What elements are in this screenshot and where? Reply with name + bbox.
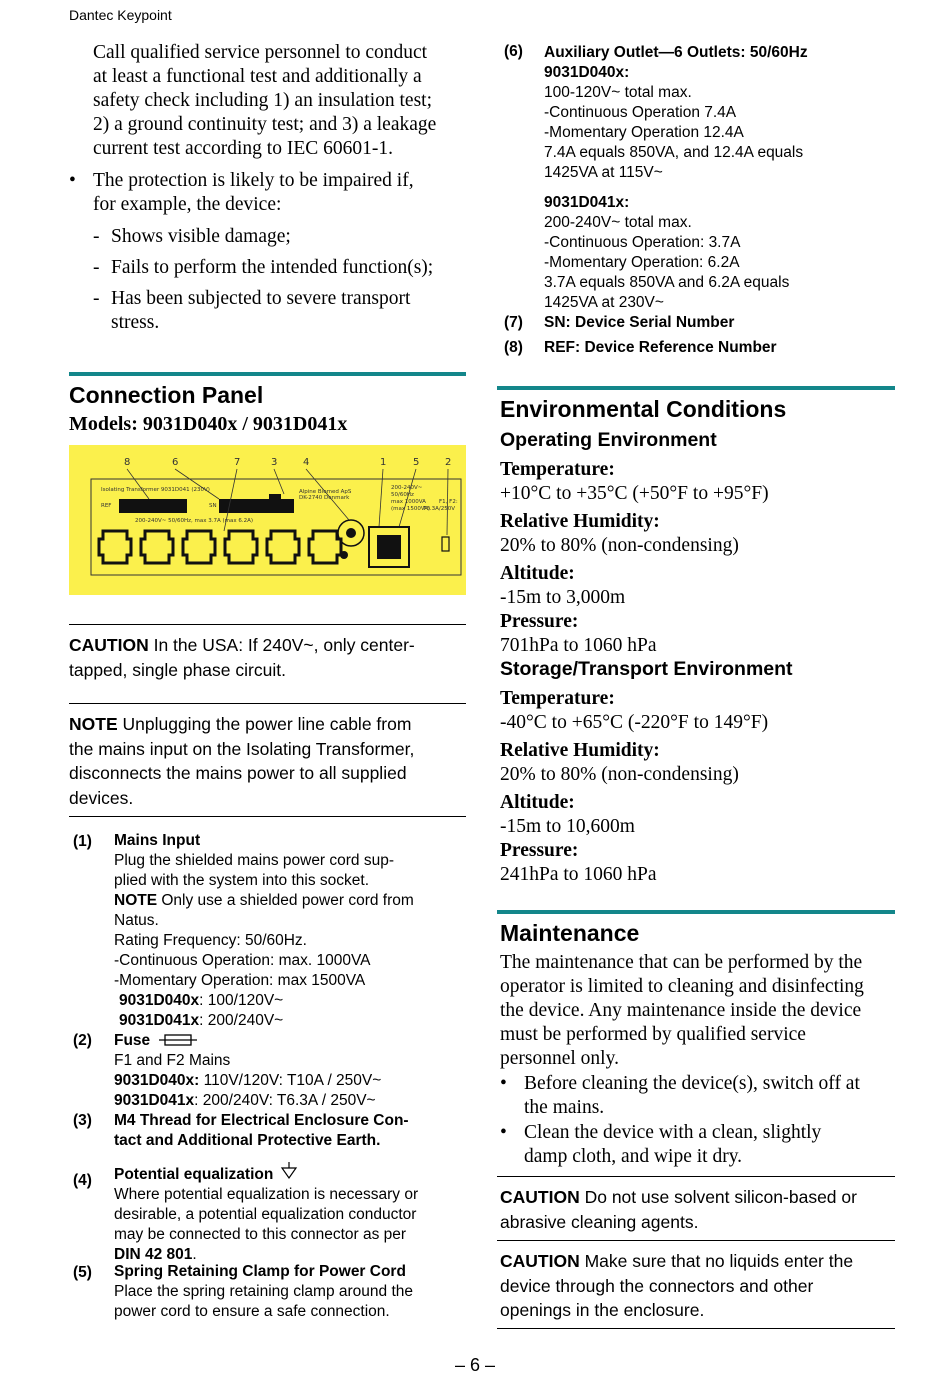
item-number: (3) (73, 1112, 92, 1129)
item-title: Mains Input (114, 832, 201, 849)
humidity-label: Relative Humidity: (500, 740, 660, 761)
caution-label: CAUTION (69, 635, 149, 655)
outlet (225, 531, 257, 563)
section-title-maintenance: Maintenance (500, 920, 640, 946)
item-spring-clamp (114, 1262, 413, 1322)
text-line: tapped, single phase circuit. (69, 659, 286, 680)
temperature-value: +10°C to +35°C (+50°F to +95°F) (500, 483, 769, 504)
pressure-value: 241hPa to 1060 hPa (500, 864, 657, 885)
text-line: 1425VA at 115V~ (544, 164, 663, 181)
text-line: current test according to IEC 60601-1. (93, 138, 393, 159)
potential-equalization-icon (280, 1162, 298, 1180)
connection-panel-figure (69, 445, 466, 595)
text-line: 1425VA at 230V~ (544, 294, 664, 311)
item-fuse (114, 1031, 381, 1111)
panel-sn-label: SN (209, 503, 217, 509)
dash: - (93, 288, 100, 309)
item-number: (4) (73, 1172, 92, 1189)
text-line: 3.7A equals 850VA and 6.2A equals (544, 274, 790, 291)
subsection-title-storage: Storage/Transport Environment (500, 658, 793, 680)
text-line: : 200/240V: T6.3A / 250V~ (194, 1092, 376, 1109)
models-subtitle: Models: 9031D040x / 9031D041x (69, 413, 348, 435)
note-unplug (69, 712, 466, 810)
text-line: devices. (69, 787, 134, 808)
caution-liquids (500, 1249, 895, 1323)
bullet-item (500, 1121, 895, 1169)
section-rule (497, 386, 895, 390)
model-label: 9031D040x: (114, 1072, 200, 1089)
item-number: (2) (73, 1032, 92, 1049)
panel-fuse: F1, F2: (439, 499, 458, 505)
text-line: safety check including 1) an insulation test; (93, 90, 432, 111)
text-line: Has been subjected to severe transport (111, 288, 411, 309)
text-line: openings in the enclosure. (500, 1300, 705, 1320)
fuse-holder (442, 537, 449, 551)
note-label: NOTE (69, 714, 118, 734)
text-line: -Momentary Operation 12.4A (544, 124, 744, 141)
text-line: Plug the shielded mains power cord sup- (114, 852, 395, 869)
panel-maker-line2: DK-2740 Denmark (299, 495, 350, 501)
humidity-value: 20% to 80% (non-condensing) (500, 764, 739, 785)
text-line: Unplugging the power line cable from (117, 714, 412, 734)
dash: - (93, 257, 100, 278)
outlet (141, 531, 173, 563)
bullet-text (524, 1121, 821, 1169)
bullet-dot: • (69, 170, 76, 191)
text-line: Make sure that no liquids enter the (579, 1251, 854, 1271)
altitude-label: Altitude: (500, 792, 575, 813)
text-line: 2) a ground continuity test; and 3) a leakage (93, 114, 437, 135)
panel-rating: max 1000VA (391, 499, 426, 505)
callout-label: 2 (445, 457, 452, 468)
pressure-label: Pressure: (500, 611, 579, 632)
bullet-text (524, 1072, 860, 1120)
altitude-value: -15m to 3,000m (500, 587, 626, 608)
text-line: -Continuous Operation: max. 1000VA (114, 952, 371, 969)
pressure-label: Pressure: (500, 840, 579, 861)
caution-label: CAUTION (500, 1251, 580, 1271)
item-m4-thread (114, 1111, 409, 1151)
model-label: 9031D040x (119, 992, 200, 1009)
page-number: – 6 – (455, 1355, 496, 1375)
item-number: (8) (504, 339, 523, 356)
outlet (99, 531, 131, 563)
text-line: 100-120V~ total max. (544, 84, 692, 101)
callout-label: 6 (172, 457, 179, 468)
callout-label: 7 (234, 457, 241, 468)
humidity-value: 20% to 80% (non-condensing) (500, 535, 739, 556)
dash-item (93, 256, 473, 280)
item-number: (1) (73, 833, 92, 850)
text-line: damp cloth, and wipe it dry. (524, 1146, 743, 1167)
dash-text: Shows visible damage; (111, 226, 291, 247)
text-line: -Momentary Operation: max 1500VA (114, 972, 366, 989)
standard-label: DIN 42 801 (114, 1246, 193, 1263)
text-line: Before cleaning the device(s), switch off at (524, 1073, 860, 1094)
auxiliary-outlets (99, 531, 341, 563)
section-title-environment: Environmental Conditions (500, 396, 787, 422)
mains-input-core (377, 535, 401, 559)
text-line: the device. Any maintenance inside the device (500, 1000, 862, 1021)
text-line: operator is limited to cleaning and disinfecting (500, 976, 864, 997)
humidity-label: Relative Humidity: (500, 511, 660, 532)
model-label: 9031D040x: (544, 64, 630, 81)
item-title: Auxiliary Outlet—6 Outlets: 50/60Hz (544, 44, 808, 61)
model-label: 9031D041x: (544, 194, 630, 211)
text-line: Clean the device with a clean, slightly (524, 1122, 822, 1143)
text-line: In the USA: If 240V~, only center- (148, 635, 415, 655)
item-title: Potential equalization (114, 1166, 274, 1183)
panel-fuse: T6.3A/250V (423, 506, 455, 512)
potential-equalization-pin (340, 551, 348, 559)
item-reference-number: REF: Device Reference Number (544, 339, 777, 356)
text-line: desirable, a potential equalization conductor (114, 1206, 417, 1223)
bullet-text (93, 169, 414, 217)
temperature-label: Temperature: (500, 688, 615, 709)
altitude-label: Altitude: (500, 563, 575, 584)
divider (497, 1176, 895, 1177)
item-serial-number: SN: Device Serial Number (544, 314, 735, 331)
maintenance-paragraph (500, 951, 895, 1071)
text-line: Only use a shielded power cord from (157, 892, 414, 909)
item-mains-input (114, 831, 414, 1031)
dash-item (93, 225, 473, 249)
text-line: abrasive cleaning agents. (500, 1211, 699, 1232)
section-rule (69, 372, 466, 376)
bullet-item (500, 1072, 895, 1120)
text-line: : 200/240V~ (199, 1012, 284, 1029)
dash-item (93, 287, 473, 333)
text-line: the mains input on the Isolating Transformer, (69, 738, 415, 759)
item-title: tact and Additional Protective Earth. (114, 1132, 381, 1149)
panel-rating: 50/60Hz (391, 492, 414, 498)
text-line: : 100/120V~ (199, 992, 284, 1009)
divider (497, 1240, 895, 1241)
model-label: 9031D041x (114, 1092, 195, 1109)
text-line: 200-240V~ total max. (544, 214, 692, 231)
callout-label: 1 (380, 457, 387, 468)
dash: - (93, 226, 100, 247)
section-rule (497, 910, 895, 914)
callout-label: 5 (413, 457, 420, 468)
text-line: device through the connectors and other (500, 1275, 814, 1296)
text-line: Natus. (114, 912, 159, 929)
intro-paragraph (93, 41, 473, 161)
text-line: Call qualified service personnel to conduct (93, 42, 428, 63)
ref-box (119, 499, 187, 513)
text-line: Place the spring retaining clamp around the (114, 1283, 413, 1300)
item-potential-equalization (114, 1162, 418, 1265)
bullet-dot: • (500, 1122, 507, 1143)
item-title: Fuse (114, 1032, 151, 1049)
maker-logo (269, 494, 281, 506)
temperature-value: -40°C to +65°C (-220°F to 149°F) (500, 712, 769, 733)
pressure-value: 701hPa to 1060 hPa (500, 635, 657, 656)
callout-label: 4 (303, 457, 310, 468)
item-number: (7) (504, 314, 523, 331)
panel-label-top: Isolating Transformer 9031D041 (230V) (101, 487, 210, 493)
text-line: Where potential equalization is necessary or (114, 1186, 419, 1203)
dash-text (111, 287, 410, 335)
text-line: F1 and F2 Mains (114, 1052, 231, 1069)
text-line: may be connected to this connector as per (114, 1226, 407, 1243)
item-title: Spring Retaining Clamp for Power Cord (114, 1263, 406, 1280)
storage-conditions (500, 687, 895, 887)
caution-usa (69, 633, 466, 682)
text-line: -Continuous Operation: 3.7A (544, 234, 741, 251)
text-line: the mains. (524, 1097, 605, 1118)
text-line: Rating Frequency: 50/60Hz. (114, 932, 307, 949)
section-title-connection-panel: Connection Panel (69, 382, 264, 408)
subsection-title-operating: Operating Environment (500, 429, 717, 451)
item-number: (5) (73, 1264, 92, 1281)
divider (497, 1328, 895, 1329)
altitude-value: -15m to 10,600m (500, 816, 635, 837)
text-line: power cord to ensure a safe connection. (114, 1303, 390, 1320)
divider (69, 624, 466, 625)
fuse-icon (159, 1033, 197, 1047)
text-line: disconnects the mains power to all supplied (69, 763, 407, 783)
text-line: 110V/120V: T10A / 250V~ (199, 1072, 382, 1089)
panel-ref-label: REF (101, 503, 112, 509)
text-line: -Continuous Operation 7.4A (544, 104, 737, 121)
item-number: (6) (504, 43, 523, 60)
outlet (183, 531, 215, 563)
operating-conditions (500, 458, 895, 658)
dash-text: Fails to perform the intended function(s); (111, 257, 434, 278)
text-line: Do not use solvent silicon-based or (579, 1187, 857, 1207)
text-line: . (192, 1246, 197, 1263)
callout-label: 3 (271, 457, 278, 468)
bullet-dot: • (500, 1073, 507, 1094)
text-line: must be performed by qualified service (500, 1024, 806, 1045)
thread-hole (346, 528, 356, 538)
divider (69, 703, 466, 704)
temperature-label: Temperature: (500, 459, 615, 480)
callout-label: 8 (124, 457, 131, 468)
text-line: at least a functional test and additionally a (93, 66, 422, 87)
outlet (267, 531, 299, 563)
model-label: 9031D041x (119, 1012, 200, 1029)
text-line: stress. (111, 312, 160, 333)
item-auxiliary-outlet (544, 43, 808, 313)
text-line: 7.4A equals 850VA, and 12.4A equals (544, 144, 804, 161)
panel-rating: 200-240V~ (391, 485, 423, 491)
text-line: The protection is likely to be impaired if, (93, 170, 414, 191)
panel-maker-line1: Alpine Biomed ApS (299, 489, 352, 495)
text-line: The maintenance that can be performed by the (500, 952, 863, 973)
item-title: M4 Thread for Electrical Enclosure Con- (114, 1112, 409, 1129)
caution-label: CAUTION (500, 1187, 580, 1207)
text-line: -Momentary Operation: 6.2A (544, 254, 740, 271)
text-line: for example, the device: (93, 194, 282, 215)
note-label: NOTE (114, 892, 158, 909)
text-line: plied with the system into this socket. (114, 872, 370, 889)
caution-solvent (500, 1185, 895, 1234)
text-line: personnel only. (500, 1048, 619, 1069)
outlet (309, 531, 341, 563)
running-header: Dantec Keypoint (69, 7, 172, 23)
panel-rating: (max 1500VA) (391, 506, 431, 512)
panel-outlet-rating: 200-240V~ 50/60Hz, max 3.7A (max 6.2A) (135, 518, 253, 524)
divider (69, 816, 466, 817)
